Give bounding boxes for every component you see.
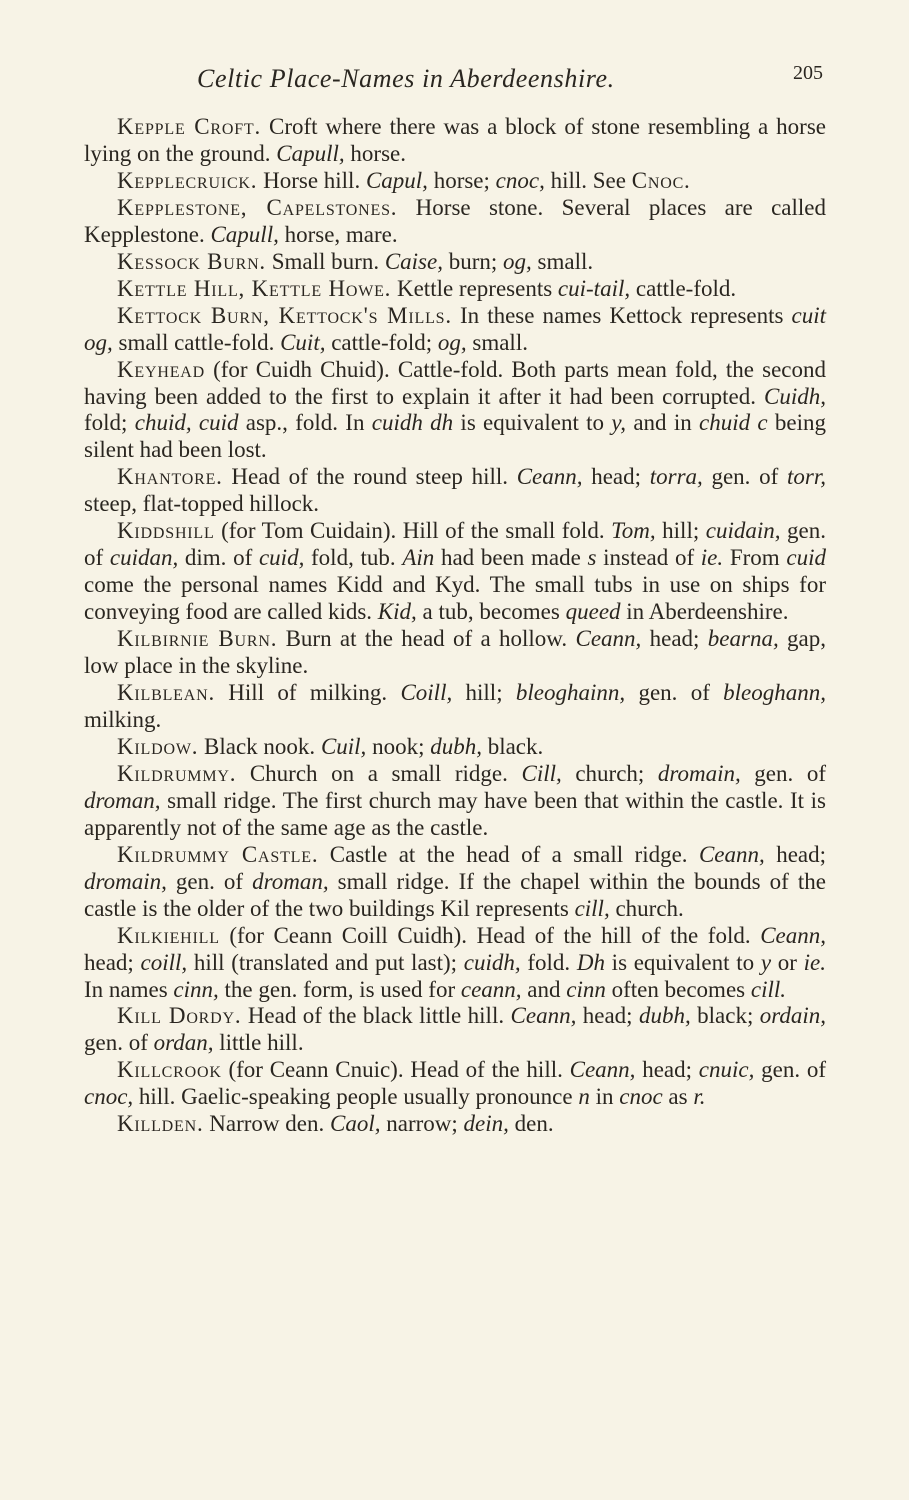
gaelic-term: dromain, [84, 868, 167, 894]
entry-text: milking. [84, 706, 162, 732]
gaelic-term: cuidh dh [371, 410, 454, 436]
entry-text: (for Cuidh Chuid). Cattle-fold. Both parts mean fold, the second having been added to the first to explain it after it had been corrupted. [84, 356, 826, 409]
entry-headword: Kilblean. [117, 680, 215, 706]
entry-text: horse; [427, 167, 496, 193]
entry-text: gen. of [740, 760, 827, 786]
entry-headword: Khantore. [117, 464, 223, 490]
gaelic-term: dein, [463, 1111, 509, 1137]
entry-headword: Kepplestone, Capelstones. [117, 194, 398, 220]
gaelic-term: chuid, cuid [134, 410, 239, 436]
entry-text: gap, low place in the skyline. [84, 626, 826, 679]
gaelic-term: cuidan, [109, 545, 179, 571]
gaelic-term: cuid [786, 545, 826, 571]
entry-text: the gen. form, is used for [218, 976, 461, 1002]
entry-text: burn; [442, 248, 504, 274]
entry-text: small ridge. The first church may have been that within the castle. It is apparently not of the same age as the castle. [84, 787, 826, 840]
entry-headword: Kildrummy Castle. [117, 841, 319, 867]
entry-text: Burn at the head of a hollow. [277, 626, 576, 652]
entry-text: head; [84, 949, 141, 975]
gaelic-term: cinn, [173, 976, 219, 1002]
entry-text: horse. [344, 140, 406, 166]
gaelic-term: y, [611, 410, 627, 436]
gaelic-term: bleoghainn, [515, 680, 626, 706]
entry-text: fold; [84, 410, 135, 436]
dictionary-entry [84, 734, 826, 761]
gaelic-term: Tom, [611, 518, 656, 544]
gaelic-term: og, [503, 248, 532, 274]
entry-text: Head of the round steep hill. [222, 464, 517, 490]
gaelic-term: n [578, 1084, 590, 1110]
gaelic-term: s [587, 545, 597, 571]
entry-text: hill. Gaelic-speaking people usually pronounce [133, 1084, 579, 1110]
entry-text: cattle-fold; [325, 329, 438, 355]
gaelic-term: dubh, [430, 733, 482, 759]
entry-text: and [521, 976, 567, 1002]
entry-text: had been made [434, 545, 588, 571]
gaelic-term: torra, [649, 464, 703, 490]
entry-text: often becomes [605, 976, 751, 1002]
entry-text: asp., fold. In [238, 410, 372, 436]
entry-headword: Kildrummy. [117, 760, 237, 786]
entry-text: small ridge. If the chapel within the bounds of the castle is the older of the two buildings Kil represents [84, 868, 826, 921]
entry-text: Kettle represents [391, 275, 558, 301]
gaelic-term: Ceann, [510, 1003, 577, 1029]
entry-headword: Kessock Burn. [117, 248, 266, 274]
page-number: 205 [793, 62, 823, 84]
gaelic-term: dubh, [638, 1003, 691, 1029]
gaelic-term: cill, [574, 895, 610, 921]
entry-text: Horse hill. [257, 167, 366, 193]
gaelic-term: cinn [566, 976, 606, 1002]
entry-text: (for Ceann Cnuic). Head of the hill. [221, 1057, 570, 1083]
entry-text: Castle at the head of a small ridge. [318, 841, 699, 867]
entry-headword: Kepplecruick. [117, 167, 258, 193]
entry-headword: Killcrook [117, 1057, 222, 1083]
entry-text: church; [561, 760, 658, 786]
entry-text: Head of the black little hill. [241, 1003, 511, 1029]
entry-text: dim. of [178, 545, 259, 571]
entry-text: gen. of [702, 464, 787, 490]
entry-text: black; [690, 1003, 760, 1029]
gaelic-term: cuid, [258, 545, 305, 571]
gaelic-term: y [760, 949, 772, 975]
entry-text: church. [609, 895, 684, 921]
gaelic-term: Ceann, [569, 1057, 636, 1083]
gaelic-term: ordan, [153, 1030, 214, 1056]
gaelic-term: Kid, [377, 599, 417, 625]
gaelic-term: Caise, [384, 248, 443, 274]
dictionary-entry [84, 276, 826, 303]
gaelic-term: Capull, [276, 140, 345, 166]
dictionary-entry [84, 357, 826, 465]
entry-text: or [771, 949, 804, 975]
gaelic-term: Cill, [521, 760, 562, 786]
page-header [0, 64, 909, 104]
entry-text: head; [635, 1057, 699, 1083]
dictionary-entry [84, 195, 826, 249]
entry-text: (for Tom Cuidain). Hill of the small fold. [214, 518, 612, 544]
entry-text: black. [481, 733, 544, 759]
dictionary-entry [84, 303, 826, 357]
entry-headword: Kilkiehill [117, 922, 220, 948]
entry-headword: Cnoc. [631, 167, 691, 193]
entry-text: as [662, 1084, 694, 1110]
entry-text: hill (translated and put last); [187, 949, 464, 975]
entry-text: gen. of [84, 1030, 154, 1056]
gaelic-term: r. [693, 1084, 706, 1110]
entry-text: is equivalent to [453, 410, 612, 436]
gaelic-term: bearna, [707, 626, 779, 652]
entry-text: hill; [452, 680, 516, 706]
gaelic-term: Capul, [365, 167, 428, 193]
gaelic-term: Ceann, [575, 626, 642, 652]
gaelic-term: cnoc, [84, 1084, 134, 1110]
entry-headword: Kilbirnie Burn. [117, 626, 278, 652]
entry-text: In names [84, 976, 174, 1002]
entry-text: narrow; [380, 1111, 464, 1137]
dictionary-entry [84, 626, 826, 680]
gaelic-term: ordain, [759, 1003, 827, 1029]
entry-text: and in [626, 410, 699, 436]
running-title: Celtic Place-Names in Aberdeenshire. [197, 64, 615, 93]
entry-headword: Kettle Hill, Kettle Howe. [117, 275, 392, 301]
entry-text: instead of [596, 545, 701, 571]
entry-text: Hill of milking. [215, 680, 401, 706]
entry-text: hill. See [544, 167, 632, 193]
dictionary-entry [84, 842, 826, 923]
entry-text: gen. of [754, 1057, 826, 1083]
entry-text: small. [531, 248, 594, 274]
entry-text: in Aberdeenshire. [620, 599, 789, 625]
dictionary-entry [84, 518, 826, 626]
entry-text: head; [641, 626, 708, 652]
entry-text: head; [764, 841, 827, 867]
dictionary-entry [84, 1003, 826, 1057]
gaelic-term: ie. [803, 949, 826, 975]
entry-text: steep, flat-topped hillock. [84, 491, 320, 517]
entry-text: fold, tub. [304, 545, 403, 571]
gaelic-term: cui-tail, [557, 275, 631, 301]
gaelic-term: bleoghann, [723, 680, 827, 706]
entry-text: gen. of [166, 868, 253, 894]
entry-text: gen. of [625, 680, 724, 706]
entry-headword: Killden. [117, 1111, 204, 1137]
entry-text: Small burn. [265, 248, 385, 274]
dictionary-entry [84, 114, 826, 168]
dictionary-entry [84, 923, 826, 1004]
entry-text: a tub, becomes [416, 599, 566, 625]
gaelic-term: cnoc [619, 1084, 663, 1110]
entry-text: come the personal names Kidd and Kyd. The small tubs in use on ships for conveying food are called kids. [84, 572, 826, 625]
entry-text: head; [582, 464, 650, 490]
entry-text: is equivalent to [604, 949, 761, 975]
entry-headword: Kiddshill [117, 518, 215, 544]
gaelic-term: Ceann, [516, 464, 583, 490]
entry-text: head; [576, 1003, 639, 1029]
dictionary-entry [84, 1111, 826, 1138]
gaelic-term: Coill, [400, 680, 453, 706]
gaelic-term: ceann, [460, 976, 522, 1002]
entry-text: horse, mare. [278, 221, 398, 247]
entry-text: In these names Kettock represents [451, 302, 792, 328]
entry-headword: Kettock Burn, Kettock's Mills. [117, 302, 452, 328]
gaelic-term: cuidain, [705, 518, 781, 544]
gaelic-term: og, [437, 329, 467, 355]
dictionary-entry [84, 680, 826, 734]
entry-text: hill; [655, 518, 706, 544]
entry-text: small cattle-fold. [112, 329, 281, 355]
entry-headword: Kill Dordy. [117, 1003, 242, 1029]
entry-text: being silent had been lost. [84, 410, 826, 463]
entry-text: (for Ceann Coill Cuidh). Head of the hill of the fold. [219, 922, 761, 948]
gaelic-term: Dh [576, 949, 605, 975]
entry-text: nook; [366, 733, 431, 759]
dictionary-entry [84, 249, 826, 276]
entry-headword: Keyhead [117, 356, 205, 382]
entry-text: Church on a small ridge. [236, 760, 522, 786]
entry-text: Croft where there was a block of stone resembling a horse lying on the ground. [84, 114, 826, 166]
gaelic-term: dromain, [657, 760, 741, 786]
gaelic-term: droman, [252, 868, 329, 894]
entry-text: Narrow den. [203, 1111, 330, 1137]
gaelic-term: cuit og, [84, 302, 827, 355]
gaelic-term: Ain [402, 545, 435, 571]
dictionary-entry [84, 1057, 826, 1111]
entry-text: den. [508, 1111, 554, 1137]
gaelic-term: Cuil, [320, 733, 367, 759]
dictionary-entries [84, 114, 826, 1138]
gaelic-term: Cuidh, [764, 383, 826, 409]
gaelic-term: Caol, [330, 1111, 381, 1137]
gaelic-term: torr, [787, 464, 826, 490]
dictionary-entry [84, 464, 826, 518]
gaelic-term: cuidh, [463, 949, 521, 975]
entry-text: little hill. [213, 1030, 304, 1056]
entry-text: in [589, 1084, 620, 1110]
gaelic-term: Cuit, [280, 329, 326, 355]
gaelic-term: coill, [140, 949, 188, 975]
gaelic-term: cnuic, [698, 1057, 755, 1083]
gaelic-term: Ceann, [760, 922, 826, 948]
entry-text: gen. of [84, 518, 826, 571]
entry-text: small. [466, 329, 528, 355]
gaelic-term: Capull, [210, 221, 279, 247]
gaelic-term: Ceann, [698, 841, 765, 867]
gaelic-term: ie. [700, 545, 724, 571]
gaelic-term: cnoc, [495, 167, 545, 193]
entry-headword: Kepple Croft. [117, 114, 262, 139]
entry-text: Horse stone. Several places are called Kepplestone. [84, 194, 826, 247]
dictionary-entry [84, 168, 826, 195]
gaelic-term: cill. [750, 976, 786, 1002]
gaelic-term: queed [565, 599, 621, 625]
gaelic-term: droman, [84, 787, 161, 813]
gaelic-term: chuid c [699, 410, 768, 436]
entry-text: fold. [520, 949, 577, 975]
entry-text: Black nook. [198, 733, 321, 759]
dictionary-entry [84, 761, 826, 842]
entry-headword: Kildow. [117, 733, 199, 759]
entry-text: cattle-fold. [630, 275, 737, 301]
entry-text: From [723, 545, 787, 571]
